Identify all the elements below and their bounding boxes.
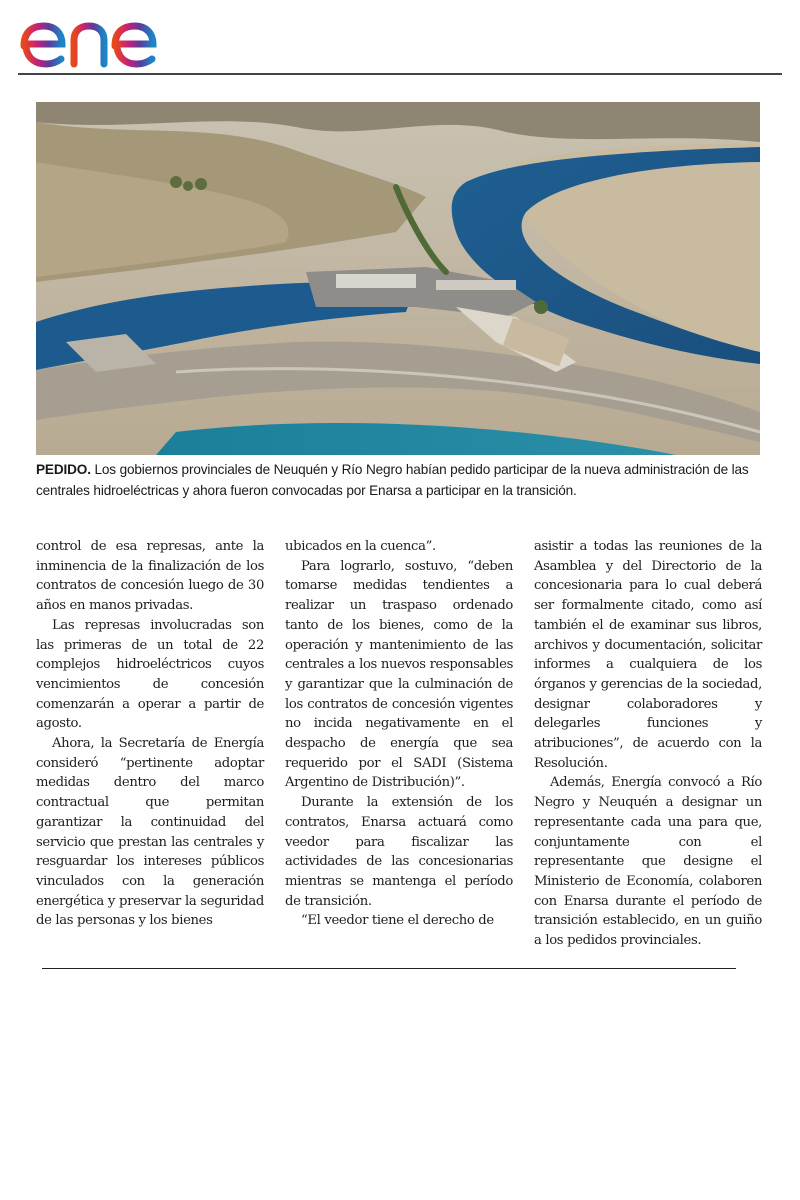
footer-rule-right bbox=[389, 968, 736, 969]
article-column-2 bbox=[285, 537, 513, 931]
footer-rule-left bbox=[42, 968, 389, 969]
dam-aerial-photo bbox=[36, 102, 760, 455]
article-column-1 bbox=[36, 537, 264, 931]
paragraph: Durante la extensión de los contratos, Enarsa actuará como veedor para fiscalizar las actividades de las concesionarias mientras se mantenga el período de transición. bbox=[285, 795, 513, 909]
paragraph: Ahora, la Secretaría de Energía consideró “pertinente adoptar medidas dentro del marco contractual que permitan garantizar la continuidad del servicio que prestan las centrales y resguardar los intereses públicos vinculados con la generación energética y preservar la seguridad de las personas y los bienes bbox=[36, 736, 264, 929]
enel-logo-mark bbox=[18, 4, 183, 70]
caption-lead: PEDIDO. bbox=[36, 462, 91, 477]
header-rule bbox=[18, 73, 782, 75]
caption-text: Los gobiernos provinciales de Neuquén y Río Negro habían pedido participar de la nueva administración de las centrales hidroeléctricas y ahora fueron convocadas por Enarsa a participar en la transición. bbox=[36, 462, 749, 498]
paragraph: “El veedor tiene el derecho de bbox=[301, 913, 494, 929]
paragraph: Para lograrlo, sostuvo, “deben tomarse medidas tendientes a realizar un traspaso ordenado tanto de los bienes, como de la operación y mantenimiento de las centrales a los nuevos responsables y garantizar que la culminación de los contratos de concesión vigentes no incida negativamente en el despacho de energía que sea requerido por el SADI (Sistema Argentino de Distribución)”. bbox=[285, 558, 513, 791]
paragraph: Además, Energía convocó a Río Negro y Neuquén a designar un representante cada una para que, conjuntamente con el representante que designe el Ministerio de Economía, colaboren con Enarsa durante el período de transición establecido, en un guiño a los pedidos provinciales. bbox=[534, 775, 762, 949]
paragraph: ubicados en la cuenca”. bbox=[285, 539, 436, 554]
article-column-3 bbox=[534, 537, 762, 951]
photo-caption bbox=[36, 459, 764, 501]
enel-logo bbox=[18, 2, 183, 72]
paragraph: control de esa represas, ante la inminencia de la finalización de los contratos de concesión luego de 30 años en manos privadas. bbox=[36, 539, 264, 614]
paragraph: Las represas involucradas son las primeras de un total de 22 complejos hidroeléctricos cuyos vencimientos de concesión comenzarán a operar a partir de agosto. bbox=[36, 617, 264, 732]
paragraph: asistir a todas las reuniones de la Asamblea y del Directorio de la concesionaria para lo cual deberá ser formalmente citado, como así también el de examinar sus libros, archivos y documentación, solicitar informes a cualquiera de los órganos y gerencias de la sociedad, designar colaboradores y delegarles funciones y atribuciones”, de acuerdo con la Resolución. bbox=[534, 539, 762, 771]
